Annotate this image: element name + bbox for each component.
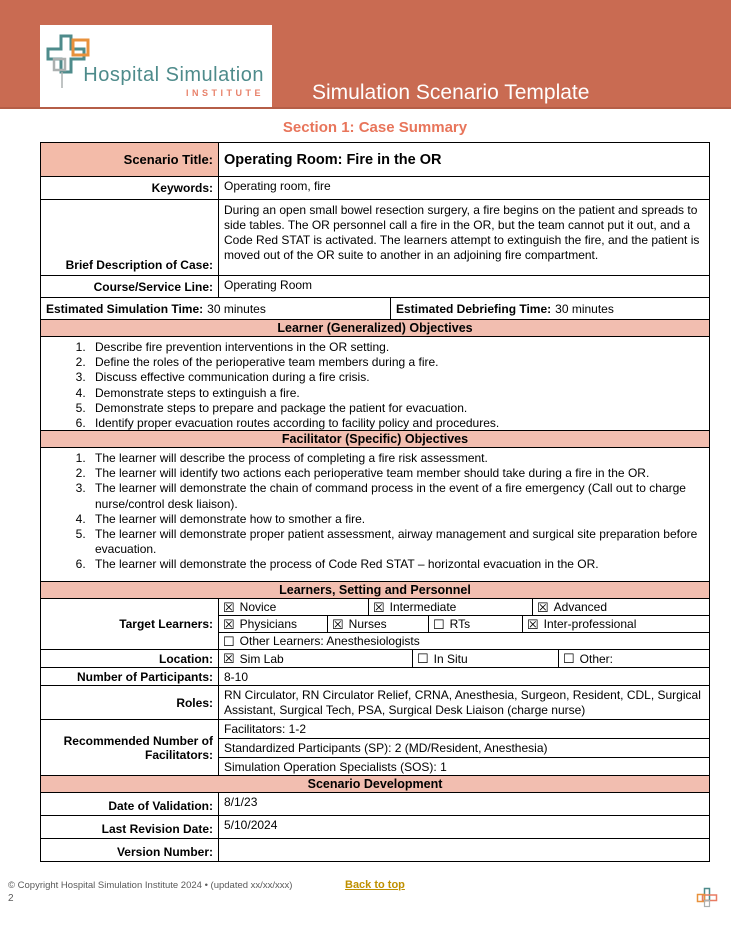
list-item: 2. Define the roles of the perioperative team members during a fire. <box>89 355 709 370</box>
facilitators-label: Recommended Number of Facilitators: <box>41 720 219 775</box>
facilitator-objectives-list <box>41 447 709 581</box>
checkbox-icon: ☒ <box>223 651 235 666</box>
other-learners-row <box>219 632 709 649</box>
description-label: Brief Description of Case: <box>41 200 219 275</box>
table-row-facilitators <box>41 719 709 775</box>
table-row-version-number <box>41 838 709 861</box>
type-options-row <box>219 615 709 632</box>
checkbox-label: In Situ <box>433 651 468 666</box>
location-label: Location: <box>41 650 219 667</box>
validation-date-value: 8/1/23 <box>224 795 258 809</box>
table-row-description <box>41 199 709 275</box>
debriefing-time-label: Estimated Debriefing Time: <box>396 301 552 316</box>
scenario-title-value: Operating Room: Fire in the OR <box>224 151 442 168</box>
checkbox-icon: ☐ <box>563 651 575 666</box>
facilitator-objectives-header: Facilitator (Specific) Objectives <box>41 430 709 447</box>
checkbox-physicians <box>219 616 328 632</box>
facilitators-values <box>219 720 709 775</box>
table-row-participants <box>41 667 709 685</box>
table-row-keywords <box>41 176 709 199</box>
keywords-value: Operating room, fire <box>224 179 331 193</box>
participants-value: 8-10 <box>224 670 249 684</box>
list-item: 2. The learner will identify two actions each perioperative team member should take during a fire in the OR. <box>89 466 709 481</box>
table-row-location <box>41 649 709 667</box>
simulation-operation-specialists: Simulation Operation Specialists (SOS): 1 <box>219 757 709 776</box>
simulation-time-label: Estimated Simulation Time: <box>46 301 204 316</box>
back-to-top-link[interactable]: Back to top <box>345 879 405 891</box>
target-learners-label: Target Learners: <box>41 599 219 649</box>
checkbox-label: RTs <box>449 617 471 631</box>
learner-objectives-list <box>41 336 709 430</box>
debriefing-time-cell <box>391 298 619 319</box>
description-value: During an open small bowel resection surgery, a fire begins on the patient and spreads to side tables. The OR personnel call a fire in the OR, but the team cannot put it out, and a Code Red STAT is activated. The learners attempt to extinguish the fire, and the patient is moved out of the OR suite to another in an adjoining fire compartment. <box>224 203 700 262</box>
logo <box>40 25 272 107</box>
table-row-times <box>41 297 709 319</box>
hospital-cross-mark-icon <box>696 887 718 911</box>
list-item: 4. The learner will demonstrate how to smother a fire. <box>89 512 709 527</box>
table-row-roles <box>41 685 709 719</box>
logo-title: Hospital Simulation <box>83 64 264 86</box>
simulation-time-cell <box>41 298 391 319</box>
checkbox-other-learners <box>219 633 709 649</box>
checkbox-icon: ☒ <box>223 599 235 615</box>
checkbox-label: Sim Lab <box>239 651 284 666</box>
checkbox-nurses <box>328 616 429 632</box>
checkbox-label: Nurses <box>348 617 387 631</box>
checkbox-novice <box>219 599 369 615</box>
checkbox-label: Intermediate <box>389 600 457 614</box>
table-row-validation-date <box>41 792 709 815</box>
checkbox-icon: ☒ <box>373 599 385 615</box>
page-number: 2 <box>8 893 14 904</box>
case-summary-table <box>40 142 710 862</box>
roles-value: RN Circulator, RN Circulator Relief, CRNA, Anesthesia, Surgeon, Resident, CDL, Surgical Assistant, Surgical Tech, PSA, Surgical Desk Liaison (charge nurse) <box>224 688 701 718</box>
checkbox-label: Other: <box>579 651 614 666</box>
list-item: 5. The learner will demonstrate proper patient assessment, airway management and surgical site preparation before evacuation. <box>89 527 709 557</box>
checkbox-icon: ☒ <box>527 616 539 632</box>
checkbox-icon: ☒ <box>332 616 344 632</box>
checkbox-icon: ☒ <box>537 599 549 615</box>
revision-date-value: 5/10/2024 <box>224 818 278 832</box>
checkbox-icon: ☒ <box>223 616 235 632</box>
checkbox-other-location <box>559 650 709 667</box>
learner-objectives-header: Learner (Generalized) Objectives <box>41 319 709 336</box>
table-row-scenario-title <box>41 143 709 176</box>
course-label: Course/Service Line: <box>41 276 219 297</box>
list-item: 5. Demonstrate steps to prepare and package the patient for evacuation. <box>89 401 709 416</box>
learners-setting-header: Learners, Setting and Personnel <box>41 581 709 598</box>
checkbox-intermediate <box>369 599 533 615</box>
list-item: 1. Describe fire prevention interventions in the OR setting. <box>89 340 709 355</box>
validation-date-label: Date of Validation: <box>41 793 219 815</box>
list-item: 6. Identify proper evacuation routes according to facility policy and procedures. <box>89 416 709 431</box>
revision-date-label: Last Revision Date: <box>41 816 219 838</box>
course-value: Operating Room <box>224 278 313 292</box>
checkbox-inter-professional <box>523 616 709 632</box>
table-row-target-learners <box>41 598 709 649</box>
list-item: 3. The learner will demonstrate the chain of command process in the event of a fire emergency (Call out to charge nurse/control desk liaison). <box>89 481 709 511</box>
checkbox-label: Physicians <box>239 617 298 631</box>
checkbox-rts <box>429 616 523 632</box>
checkbox-label: Novice <box>239 600 277 614</box>
keywords-label: Keywords: <box>41 177 219 199</box>
participants-label: Number of Participants: <box>41 668 219 685</box>
page-title: Simulation Scenario Template <box>312 81 590 104</box>
table-row-course <box>41 275 709 297</box>
checkbox-in-situ <box>413 650 559 667</box>
copyright-text: © Copyright Hospital Simulation Institute 2024 • (updated xx/xx/xxx) <box>8 880 293 891</box>
level-options-row <box>219 599 709 615</box>
roles-label: Roles: <box>41 686 219 719</box>
logo-subtitle: INSTITUTE <box>186 88 264 98</box>
simulation-time-value: 30 minutes <box>207 301 266 316</box>
section-heading: Section 1: Case Summary <box>282 119 468 136</box>
version-number-label: Version Number: <box>41 839 219 861</box>
list-item: 6. The learner will demonstrate the process of Code Red STAT – horizontal evacuation in the OR. <box>89 557 709 572</box>
checkbox-advanced <box>533 599 709 615</box>
scenario-development-header: Scenario Development <box>41 775 709 792</box>
location-options <box>219 650 709 667</box>
standardized-participants: Standardized Participants (SP): 2 (MD/Resident, Anesthesia) <box>219 738 709 757</box>
checkbox-label: Inter-professional <box>543 617 637 631</box>
target-learners-options <box>219 599 709 649</box>
checkbox-label: Other Learners: Anesthesiologists <box>239 634 420 648</box>
checkbox-icon: ☐ <box>223 633 235 649</box>
checkbox-icon: ☐ <box>433 616 445 632</box>
version-number-value <box>219 839 709 861</box>
scenario-title-label: Scenario Title: <box>41 143 219 176</box>
logo-text <box>83 64 264 98</box>
checkbox-sim-lab <box>219 650 413 667</box>
checkbox-icon: ☐ <box>417 651 429 666</box>
list-item: 4. Demonstrate steps to extinguish a fire. <box>89 386 709 401</box>
location-options-row <box>219 650 709 667</box>
checkbox-label: Advanced <box>553 600 608 614</box>
list-item: 3. Discuss effective communication during a fire crisis. <box>89 370 709 385</box>
table-row-revision-date <box>41 815 709 838</box>
debriefing-time-value: 30 minutes <box>555 301 614 316</box>
facilitators-count: Facilitators: 1-2 <box>224 722 307 736</box>
list-item: 1. The learner will describe the process of completing a fire risk assessment. <box>89 451 709 466</box>
banner <box>0 0 731 109</box>
